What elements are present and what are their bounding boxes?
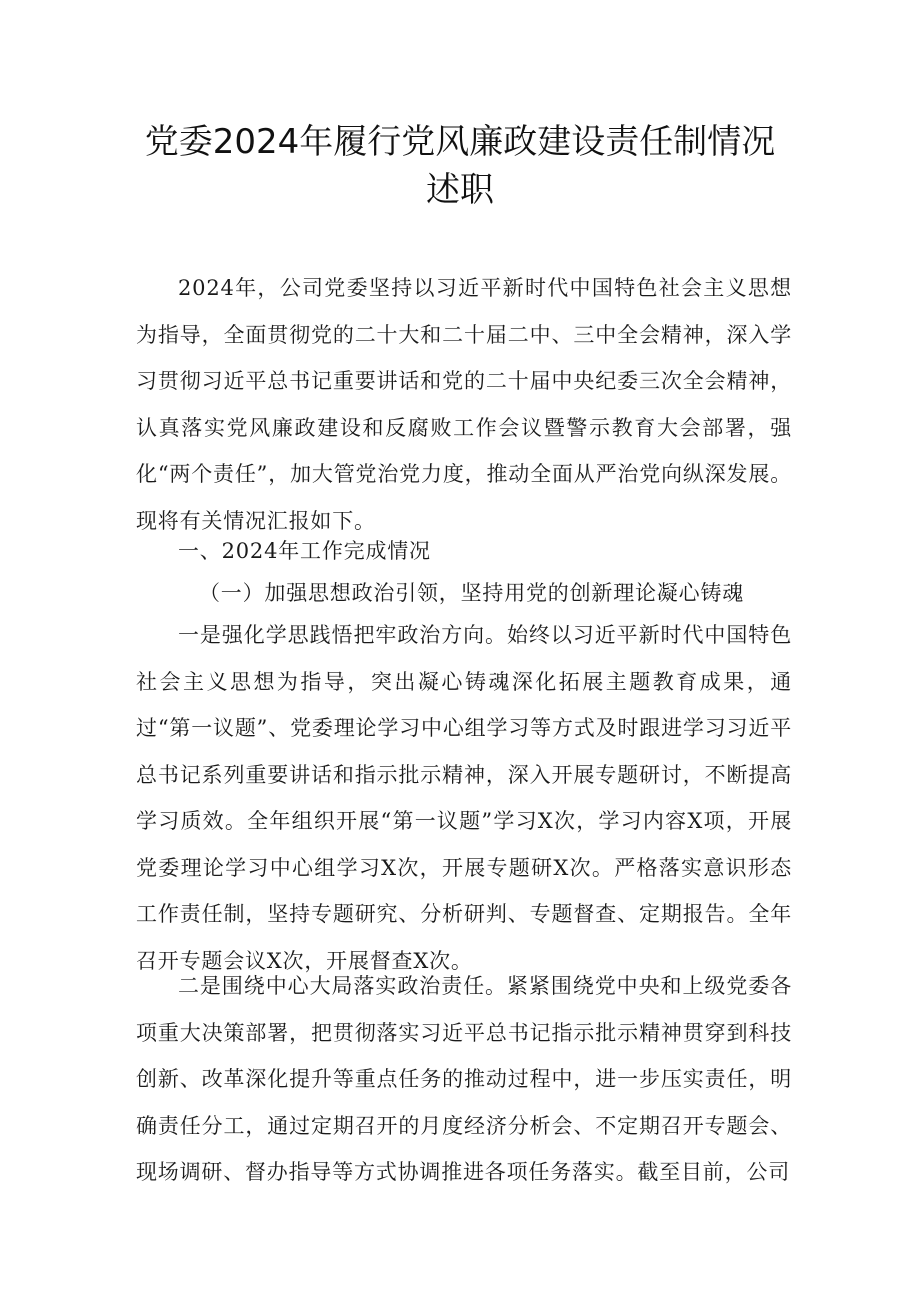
section-heading: 一、2024年工作完成情况: [178, 539, 431, 563]
document-title-line-1: 党委2024年履行党风廉政建设责任制情况: [144, 122, 776, 162]
subsection-heading: （一）加强思想政治引领，坚持用党的创新理论凝心铸魂: [199, 581, 744, 605]
intro-paragraph: 2024年，公司党委坚持以习近平新时代中国特色社会主义思想为指导，全面贯彻党的二十大和二十届二中、三中全会精神，深入学习贯彻习近平总书记重要讲话和党的二十届中央纪委三次全会精神，认真落实党风廉政建设和反腐败工作会议暨警示教育大会部署，强化“两个责任”，加大管党治党力度，推动全面从严治党向纵深发展。现将有关情况汇报如下。: [136, 276, 792, 533]
body-paragraph-point-1: 一是强化学思践悟把牢政治方向。始终以习近平新时代中国特色社会主义思想为指导，突出凝心铸魂深化拓展主题教育成果，通过“第一议题”、党委理论学习中心组学习等方式及时跟进学习习近平总书记系列重要讲话和指示批示精神，深入开展专题研讨，不断提高学习质效。全年组织开展“第一议题”学习X次，学习内容X项，开展党委理论学习中心组学习X次，开展专题研X次。严格落实意识形态工作责任制，坚持专题研究、分析研判、专题督查、定期报告。全年召开专题会议X次，开展督查X次。: [136, 623, 792, 973]
body-paragraph-point-2: 二是围绕中心大局落实政治责任。紧紧围绕党中央和上级党委各项重大决策部署，把贯彻落实习近平总书记指示批示精神贯穿到科技创新、改革深化提升等重点任务的推动过程中，进一步压实责任，明确责任分工，通过定期召开的月度经济分析会、不定期召开专题会、现场调研、督办指导等方式协调推进各项任务落实。截至目前，公司: [136, 974, 792, 1184]
document-title-line-2: 述职: [426, 170, 494, 210]
